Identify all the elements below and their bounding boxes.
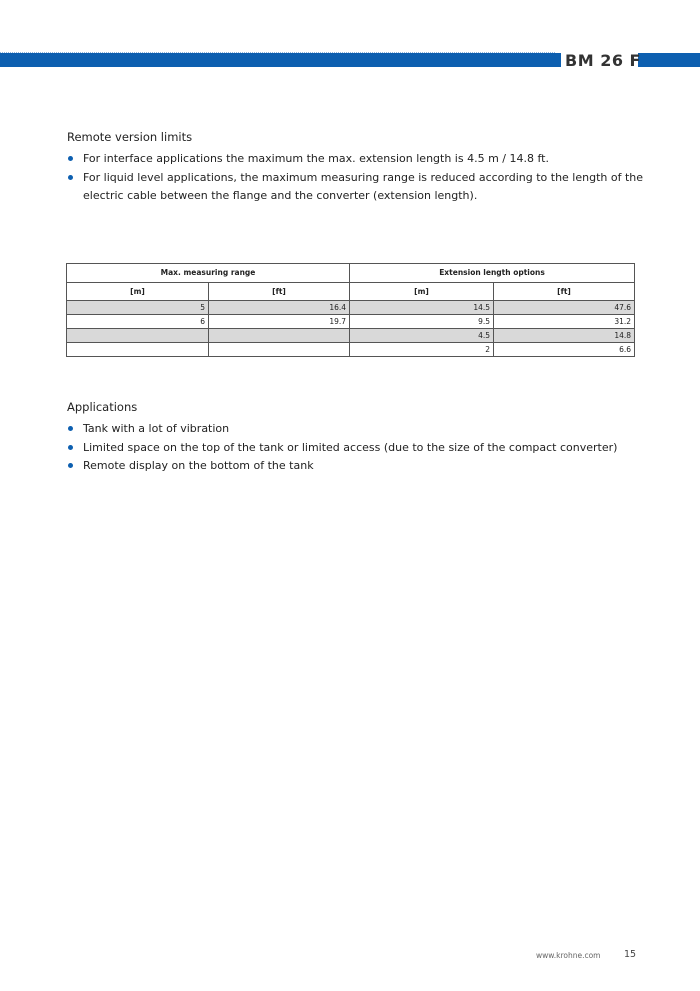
table-cell: 14.5 (350, 301, 494, 315)
table-unit-header: [ft] (209, 283, 350, 301)
bullet-item: For interface applications the maximum the max. extension length is 4.5 m / 14.8 ft. (67, 150, 643, 169)
page-number: 15 (624, 949, 637, 960)
bullet-item: For liquid level applications, the maximum measuring range is reduced according to the length of the electric cable between the flange and the converter (extension length). (67, 169, 643, 206)
table-unit-header: [m] (67, 283, 209, 301)
remote-section-title: Remote version limits (67, 130, 193, 144)
table-cell (209, 329, 350, 343)
table-group-header: Extension length options (350, 264, 635, 283)
table-cell: 31.2 (494, 315, 635, 329)
measuring-range-table (66, 263, 635, 357)
table-cell: 6 (67, 315, 209, 329)
table-cell: 19.7 (209, 315, 350, 329)
applications-bullet-list (67, 420, 643, 476)
bullet-item: Limited space on the top of the tank or limited access (due to the size of the compact converter) (67, 439, 643, 458)
table-cell: 9.5 (350, 315, 494, 329)
table-cell: 16.4 (209, 301, 350, 315)
table-row (67, 343, 635, 357)
table-cell: 5 (67, 301, 209, 315)
table-group-header: Max. measuring range (67, 264, 350, 283)
table-cell: 47.6 (494, 301, 635, 315)
footer-url: www.krohne.com (536, 951, 601, 960)
table-unit-header: [m] (350, 283, 494, 301)
bullet-item: Remote display on the bottom of the tank (67, 457, 643, 476)
table-row (67, 329, 635, 343)
table-cell (67, 343, 209, 357)
product-title: BM 26 F (565, 51, 641, 70)
table-row (67, 301, 635, 315)
table-cell (67, 329, 209, 343)
bullet-item: Tank with a lot of vibration (67, 420, 643, 439)
applications-section-title: Applications (67, 400, 138, 414)
table-row (67, 315, 635, 329)
remote-bullet-list (67, 150, 643, 206)
table-cell: 14.8 (494, 329, 635, 343)
table-cell: 2 (350, 343, 494, 357)
table-cell: 6.6 (494, 343, 635, 357)
table-cell (209, 343, 350, 357)
table-cell: 4.5 (350, 329, 494, 343)
table-unit-header: [ft] (494, 283, 635, 301)
